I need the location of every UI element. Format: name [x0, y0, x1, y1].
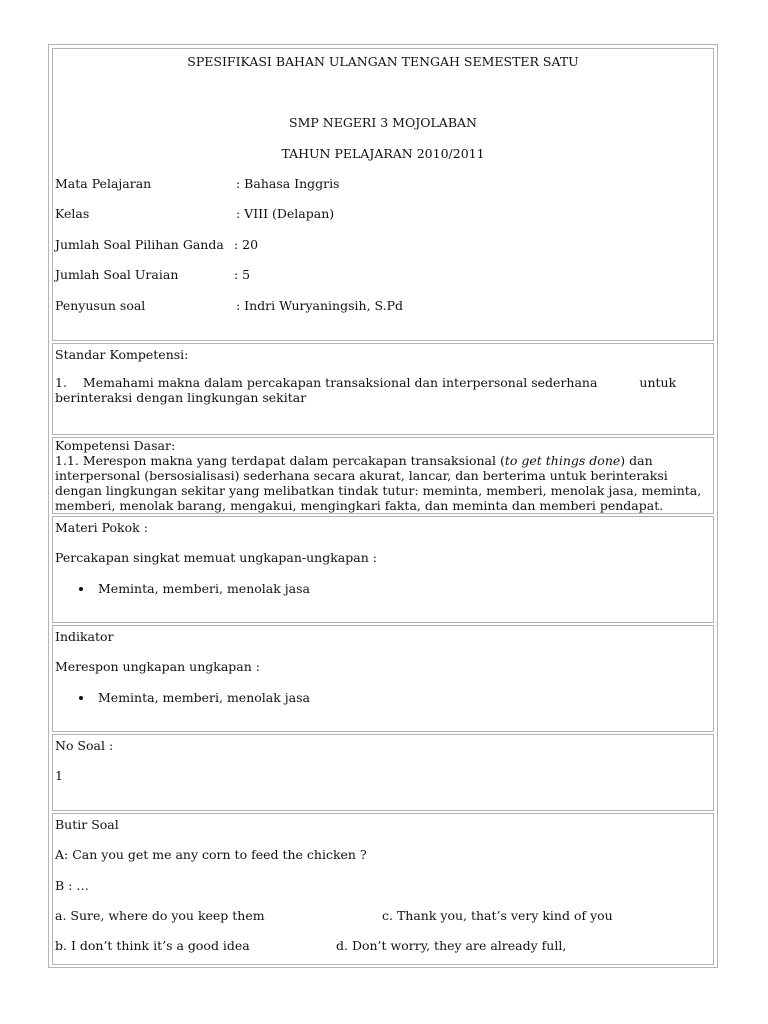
school-name: SMP NEGERI 3 MOJOLABAN	[289, 115, 477, 130]
question-text: A: Can you get me any corn to feed the chicken ?	[55, 847, 367, 862]
field-row-author	[55, 298, 403, 313]
section-heading: No Soal :	[55, 738, 114, 753]
question-number: 1	[55, 768, 63, 783]
header-cell	[52, 48, 714, 341]
item-text-line-2: berinteraksi dengan lingkungan sekitar	[55, 390, 307, 405]
field-label: Kelas	[55, 206, 90, 221]
field-row-essay-count	[55, 267, 250, 282]
field-row-subject	[55, 176, 340, 191]
option-d: d. Don’t worry, they are already full,	[336, 938, 567, 953]
field-value: : VIII (Delapan)	[236, 206, 335, 221]
academic-year: TAHUN PELAJARAN 2010/2011	[281, 146, 485, 161]
standar-kompetensi-cell	[52, 343, 714, 435]
document-title: SPESIFIKASI BAHAN ULANGAN TENGAH SEMESTER SATU	[187, 54, 579, 69]
field-label: Jumlah Soal Pilihan Ganda	[55, 237, 224, 252]
option-a: a. Sure, where do you keep them	[55, 908, 265, 923]
document-table	[48, 44, 718, 968]
field-value: : 5	[234, 267, 251, 282]
indikator-intro: Merespon ungkapan ungkapan :	[55, 659, 260, 674]
section-heading: Standar Kompetensi:	[55, 347, 189, 362]
field-label: Jumlah Soal Uraian	[55, 267, 179, 282]
field-label: Penyusun soal	[55, 298, 146, 313]
section-heading: Butir Soal	[55, 817, 119, 832]
field-row-multiple-choice-count	[55, 237, 258, 252]
item-text-continued: untuk	[639, 375, 677, 390]
section-heading: Materi Pokok :	[55, 520, 148, 535]
item-number: 1.	[55, 375, 67, 390]
bullet-icon	[79, 587, 83, 591]
standar-item	[55, 375, 676, 390]
item-text: Memahami makna dalam percakapan transaksional dan interpersonal sederhana	[82, 375, 598, 390]
field-value: : Bahasa Inggris	[236, 176, 340, 191]
option-b: b. I don’t think it’s a good idea	[55, 938, 250, 953]
no-soal-cell	[52, 734, 714, 811]
section-heading: Kompetensi Dasar:	[55, 438, 176, 453]
materi-intro: Percakapan singkat memuat ungkapan-ungkapan :	[55, 550, 377, 565]
butir-soal-cell	[52, 813, 714, 965]
bullet-icon	[79, 696, 83, 700]
materi-pokok-cell	[52, 516, 714, 623]
list-item: Meminta, memberi, menolak jasa	[55, 581, 310, 596]
indikator-cell	[52, 625, 714, 732]
kompetensi-text: 1.1. Merespon makna yang terdapat dalam percakapan transaksional (to get things done) dan interpersonal (bersosialisasi) sederhana secara akurat, lancar, dan berterima untuk berinteraksi dengan lingkungan sekitar yang melibatkan tindak tutur: meminta, memberi, menolak jasa, meminta, memberi, menolak barang, mengakui, mengingkari fakta, dan meminta dan memberi pendapat.	[55, 453, 702, 513]
response-prompt: B : …	[55, 878, 89, 893]
field-value: : Indri Wuryaningsih, S.Pd	[236, 298, 404, 313]
section-heading: Indikator	[55, 629, 114, 644]
list-item: Meminta, memberi, menolak jasa	[55, 690, 310, 705]
field-value: : 20	[234, 237, 259, 252]
field-row-class	[55, 206, 334, 221]
kompetensi-dasar-cell	[52, 437, 714, 514]
option-c: c. Thank you, that’s very kind of you	[382, 908, 613, 923]
field-label: Mata Pelajaran	[55, 176, 152, 191]
